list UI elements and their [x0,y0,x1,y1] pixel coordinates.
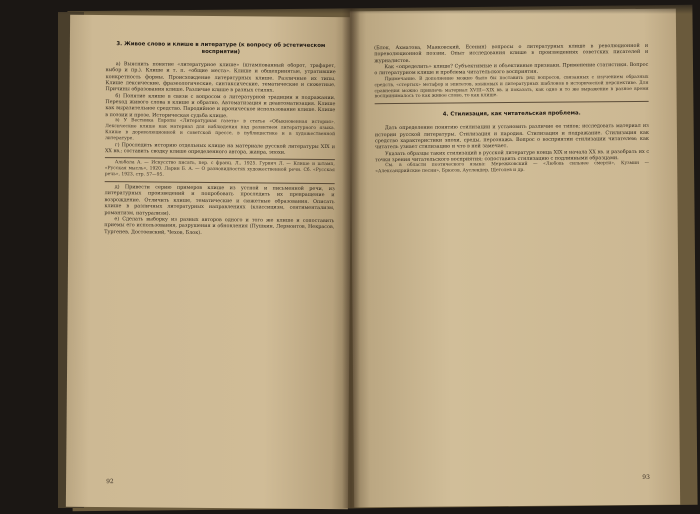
page-number-right: 93 [642,473,650,481]
paragraph: б) Понятие клише в связи с вопросом о литературной традиции и подражании. Переход живого слова в клише и обратно. Автоматизация и деавтоматизация. Клише как выразительное средство. Пародийное и ироническое использование клише. Клише в поэзии и прозе. Историческая судьба клише. [105,92,336,119]
paragraph: г) Проследить историю отдельных клише на материале русской литературы XIX и XX вв.; составить сводку клише определенного автора, жанра, эпохи. [104,141,336,156]
task-paragraph: д) Привести серию примеров клише из устной и письменной речи, из литературных произведений и попробовать проследить их превращение и возрождение. Отличить клише, тематические и сюжетные образования. Описать клише в различных литературных направлениях (классицизм, сентиментализм, романтизм, натурализм). [104,184,335,217]
top-shadow [0,0,700,14]
book-gutter-shadow [342,8,360,508]
right-page [350,9,680,508]
task-paragraph: е) Сделать выборку из разных авторов одного и того же клише и сопоставить приемы его использования, разрушения и обновления (Пушкин, Лермонтов, Некрасов, Тургенев, Достоевский, Чехов, Блок). [104,216,335,236]
paragraph: Как «определить» клише? Субъективные и объективные признаки. Применение статистики. Вопрос о литературном клише и проблема читательского восприятия. [374,61,649,77]
section-heading-3: 3. Живое слово и клише в литературе (к вопросу об эстетическом восприятии) [116,41,326,56]
section-heading-4: 4. Стилизация, как читательская проблема. [442,110,581,118]
paragraph: в) У Вестника Европы «Литературная газета» в статье «Обыкновенная история». Лексические клише как материал для наблюдения над развитием литературного языка. Клише в дореволюционной и советской прессе, в публицистике и в художественной литературе. [105,118,336,142]
left-page [66,15,352,509]
paragraph: Указать образцы таких стилизаций в русской литературе конца XIX и начала XX вв. и разобрать их с точки зрения читательского восприятия; сопоставить стилизацию с подлинными образцами. [375,148,650,164]
left-page-content [104,41,336,237]
paragraph: (Блок, Ахматова, Маяковский, Есенин) вопросы о литературных клише в революционной и пореволюционной поэзии. Опыт исследования клише в произведениях советских писателей и журналистов. [374,42,649,64]
divider [375,101,649,104]
bibliography: Альбала А. — Искусство писать, пер. с франц. Л., 1925. Гурвич Л. — Клише и штамп, «Русская мысль», 1920. Ларин Б. А. — О разновидностях художественной речи. Сб. «Русская речь», 1923, стр. 57—95. [104,160,335,178]
paragraph: Дать определение понятию стилизации и установить различие ее типов; исследовать материал из истории русской литературы. Стилизация и пародия. Стилизация и подражание. Стилизация как средство характеристики эпохи, среды, персонажа. Вопрос о восприятии стилизации читателем: как читатель узнает стилизацию и что в ней замечает. [374,123,649,151]
note-paragraph: Примечание. В дополнение можно было бы поставить ряд вопросов, связанных с изучением образных средств, «стертых» метафор и эпитетов, языковых и литературных шаблонов в исторической перспективе. Для сравнения можно привлечь материал XVIII—XIX вв. и показать, как одно и то же выражение в разное время воспринималось то как живое слово, то как клише. [374,74,649,100]
right-page-content [374,43,649,176]
page-number-left: 92 [106,478,114,486]
examples-paragraph: См. в области поэтического языка: Мережковский — «Любовь сильнее смерти», Кузмин — «Александрийские песни», Брюсов, Ауслендер, Щеголев и др. [375,161,650,175]
paragraph: а) Выяснить понятие «литературное клише» (штампованный оборот, трафарет, выбор и пр.). Клише и т. п. «общие места». Клише и общепринятые, утратившие конкретность формы. Происхождение литературных клише. Различные их типы. Клише лексические, фразеологические, синтаксические, тематические и сюжетные. Причины образования клише. Различие клише в разных стилях. [105,61,336,94]
